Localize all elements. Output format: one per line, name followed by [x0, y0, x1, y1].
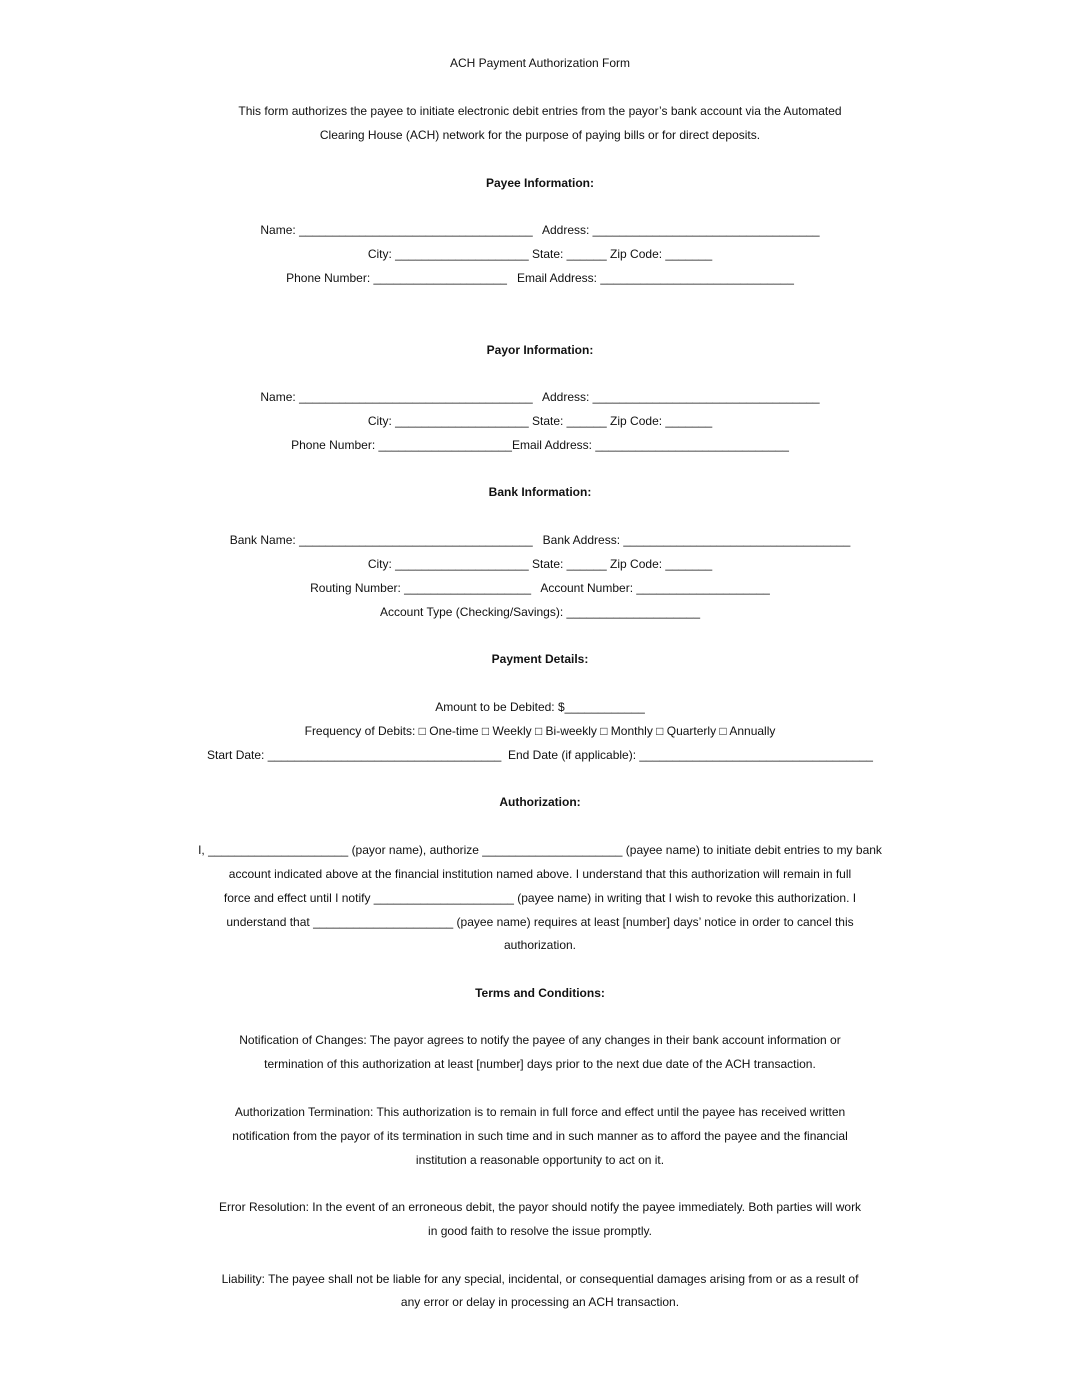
notification-clause: termination of this authorization at least [number] days prior to the next due date of the ACH transaction. — [264, 1057, 816, 1071]
intro-line: Clearing House (ACH) network for the purpose of paying bills or for direct deposits. — [319, 128, 761, 142]
error-resolution-clause: in good faith to resolve the issue promptly. — [428, 1224, 652, 1238]
termination-clause: institution a reasonable opportunity to act on it. — [415, 1153, 665, 1167]
payor-phone-email-field[interactable]: Phone Number: ____________________Email Address: _____________________________ — [291, 438, 789, 452]
authorization-line: account indicated above at the financial institution named above. I understand that this authorization will remain in full — [228, 867, 852, 881]
error-resolution-clause: Error Resolution: In the event of an erroneous debit, the payor should notify the payee immediately. Both parties will work — [218, 1200, 862, 1214]
payee-heading: Payee Information: — [485, 176, 595, 190]
frequency-checkboxes[interactable]: Frequency of Debits: □ One-time □ Weekly □ Bi-weekly □ Monthly □ Quarterly □ Annually — [304, 724, 776, 738]
routing-account-number-field[interactable]: Routing Number: ___________________ Account Number: ____________________ — [310, 581, 770, 595]
authorization-line[interactable]: understand that _____________________ (payee name) requires at least [number] days’ notice in order to cancel this — [226, 915, 854, 929]
authorization-line[interactable]: I, _____________________ (payor name), authorize _____________________ (payee name) to initiate debit entries to my bank — [198, 843, 882, 857]
payee-city-state-zip-field[interactable]: City: ____________________ State: ______ Zip Code: _______ — [367, 247, 713, 261]
notification-clause: Notification of Changes: The payor agrees to notify the payee of any changes in their bank account information or — [239, 1033, 841, 1047]
liability-clause: any error or delay in processing an ACH transaction. — [400, 1295, 680, 1309]
payor-heading: Payor Information: — [486, 343, 594, 357]
authorization-line[interactable]: force and effect until I notify _____________________ (payee name) in writing that I wish to revoke this authorization. I — [223, 891, 857, 905]
authorization-heading: Authorization: — [499, 795, 581, 809]
termination-clause: Authorization Termination: This authorization is to remain in full force and effect until the payee has received written — [234, 1105, 846, 1119]
bank-name-address-field[interactable]: Bank Name: ___________________________________ Bank Address: __________________________________ — [229, 533, 851, 547]
payee-phone-email-field[interactable]: Phone Number: ____________________ Email Address: _____________________________ — [286, 271, 794, 285]
terms-heading: Terms and Conditions: — [475, 986, 605, 1000]
payment-heading: Payment Details: — [491, 652, 589, 666]
start-end-date-field[interactable]: Start Date: ___________________________________ End Date (if applicable): ___________________________________ — [207, 748, 873, 762]
bank-city-state-zip-field[interactable]: City: ____________________ State: ______ Zip Code: _______ — [367, 557, 713, 571]
intro-line: This form authorizes the payee to initiate electronic debit entries from the payor’s bank account via the Automated — [238, 104, 842, 118]
termination-clause: notification from the payor of its termination in such time and in such manner as to afford the payee and the financial — [232, 1129, 848, 1143]
account-type-field[interactable]: Account Type (Checking/Savings): ____________________ — [379, 605, 700, 619]
form-title: ACH Payment Authorization Form — [449, 56, 631, 70]
liability-clause: Liability: The payee shall not be liable for any special, incidental, or consequential damages arising from or as a result of — [221, 1272, 859, 1286]
debit-amount-field[interactable]: Amount to be Debited: $____________ — [435, 700, 645, 714]
payor-name-address-field[interactable]: Name: ___________________________________ Address: __________________________________ — [260, 390, 820, 404]
payee-name-address-field[interactable]: Name: ___________________________________ Address: __________________________________ — [260, 223, 820, 237]
bank-heading: Bank Information: — [488, 485, 592, 499]
authorization-line: authorization. — [503, 938, 577, 952]
payor-city-state-zip-field[interactable]: City: ____________________ State: ______ Zip Code: _______ — [367, 414, 713, 428]
